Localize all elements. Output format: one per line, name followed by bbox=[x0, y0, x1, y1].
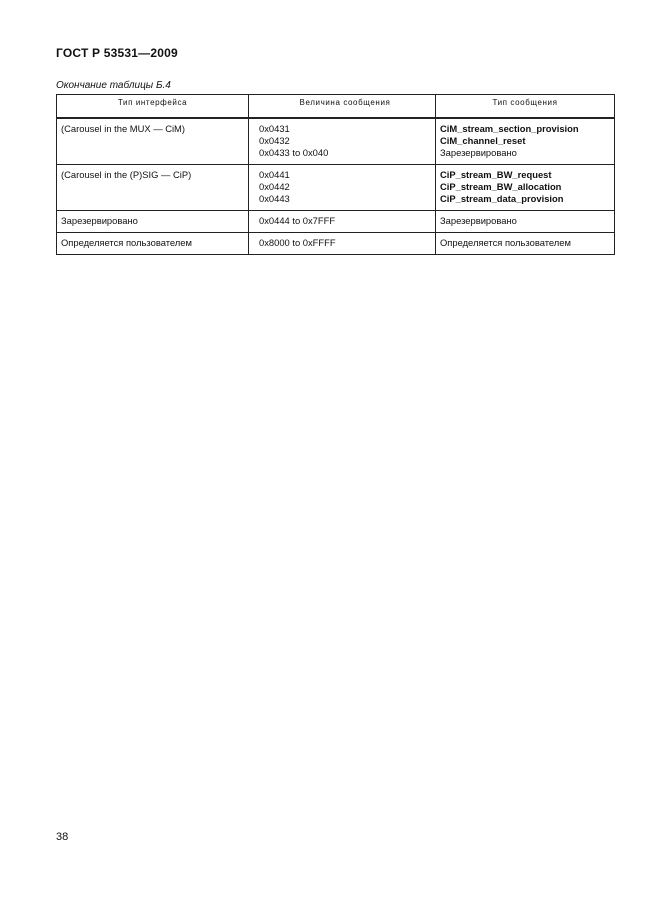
message-value-text: 0x0443 bbox=[259, 193, 290, 204]
message-type-text: CiM_stream_section_provision bbox=[440, 123, 579, 134]
cell-message-value bbox=[249, 233, 436, 255]
message-type-text: Зарезервировано bbox=[440, 215, 517, 226]
table-header-row bbox=[57, 95, 615, 119]
cell-interface-type bbox=[57, 165, 249, 211]
table-row bbox=[57, 233, 615, 255]
interface-type-text: Зарезервировано bbox=[61, 215, 138, 226]
cell-message-type bbox=[436, 211, 615, 233]
cell-message-value bbox=[249, 165, 436, 211]
message-type-text: Зарезервировано bbox=[440, 147, 517, 158]
message-type-text: Определяется пользователем bbox=[440, 237, 571, 248]
message-type-text: CiP_stream_data_provision bbox=[440, 193, 564, 204]
cell-message-value bbox=[249, 118, 436, 165]
message-type-text: CiM_channel_reset bbox=[440, 135, 526, 146]
cell-message-type bbox=[436, 118, 615, 165]
table-caption: Окончание таблицы Б.4 bbox=[56, 80, 171, 91]
message-value-text: 0x0444 to 0x7FFF bbox=[259, 215, 336, 226]
cell-interface-type bbox=[57, 233, 249, 255]
cell-message-type bbox=[436, 165, 615, 211]
interface-type-text: (Carousel in the (P)SIG — CiP) bbox=[61, 169, 192, 180]
column-header-interface-type: Тип интерфейса bbox=[57, 95, 249, 119]
message-type-table bbox=[56, 94, 615, 255]
message-value-text: 0x0432 bbox=[259, 135, 290, 146]
cell-interface-type bbox=[57, 118, 249, 165]
message-type-text: CiP_stream_BW_allocation bbox=[440, 181, 562, 192]
message-value-text: 0x0442 bbox=[259, 181, 290, 192]
interface-type-text: (Carousel in the MUX — CiM) bbox=[61, 123, 185, 134]
cell-interface-type bbox=[57, 211, 249, 233]
message-type-text: CiP_stream_BW_request bbox=[440, 169, 552, 180]
table-row bbox=[57, 165, 615, 211]
table-row bbox=[57, 118, 615, 165]
message-value-text: 0x0433 to 0x040 bbox=[259, 147, 329, 158]
column-header-message-value: Величина сообщения bbox=[249, 95, 436, 119]
table-body bbox=[57, 118, 615, 255]
column-header-message-type: Тип сообщения bbox=[436, 95, 615, 119]
cell-message-value bbox=[249, 211, 436, 233]
cell-message-type bbox=[436, 233, 615, 255]
interface-type-text: Определяется пользователем bbox=[61, 237, 192, 248]
message-value-text: 0x0441 bbox=[259, 169, 290, 180]
message-value-text: 0x8000 to 0xFFFF bbox=[259, 237, 336, 248]
message-value-text: 0x0431 bbox=[259, 123, 290, 134]
document-header: ГОСТ Р 53531—2009 bbox=[56, 46, 178, 60]
page-number: 38 bbox=[56, 831, 69, 843]
table-row bbox=[57, 211, 615, 233]
